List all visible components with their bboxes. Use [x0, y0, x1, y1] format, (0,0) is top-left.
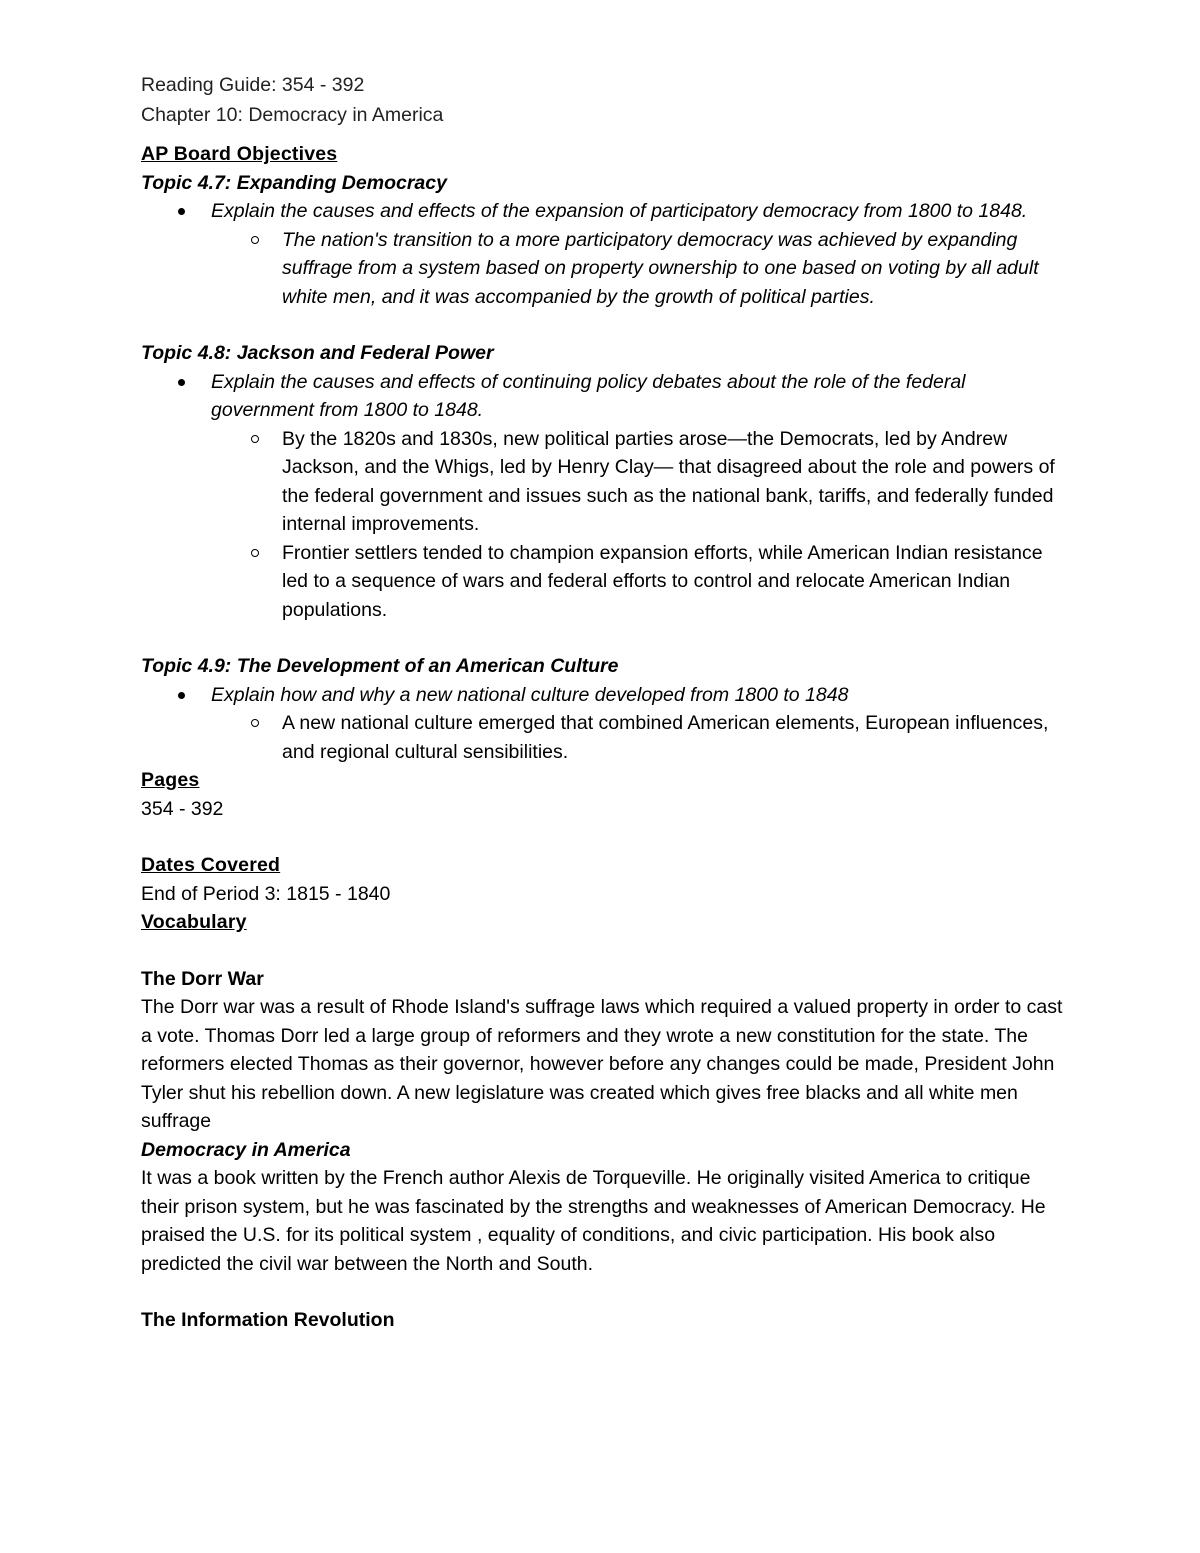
vocabulary-heading: Vocabulary — [141, 911, 247, 933]
topic-title: Topic 4.8: Jackson and Federal Power — [141, 342, 494, 364]
key-concept-item: Frontier settlers tended to champion expansion efforts, while American Indian resistance led to a sequence of wars and federal efforts to control and relocate American Indian populations. — [282, 539, 1071, 625]
topic-4-9 — [141, 652, 1071, 766]
spacer — [141, 823, 1071, 851]
key-concept-list — [211, 226, 1071, 312]
vocab-term-information-revolution: The Information Revolution — [141, 1309, 395, 1331]
reading-guide-line: Reading Guide: 354 - 392 — [141, 74, 365, 96]
pages-heading: Pages — [141, 769, 200, 791]
objective-list — [141, 197, 1071, 311]
dates-value: End of Period 3: 1815 - 1840 — [141, 882, 391, 905]
document-page — [141, 70, 1071, 1335]
pages-value: 354 - 392 — [141, 797, 224, 820]
key-concept-item: The nation's transition to a more participatory democracy was achieved by expanding suffrage from a system based on property ownership to one based on voting by all adult white men, and it was accompanied by the growth of political parties. — [282, 226, 1071, 312]
objective-list — [141, 368, 1071, 625]
spacer — [141, 1278, 1071, 1306]
dates-heading: Dates Covered — [141, 854, 281, 876]
topic-4-7 — [141, 169, 1071, 312]
key-concept-item: A new national culture emerged that combined American elements, European influences, and regional cultural sensibilities. — [282, 709, 1071, 766]
objective-text: Explain the causes and effects of the expansion of participatory democracy from 1800 to 1848. — [211, 200, 1028, 222]
objective-text: Explain how and why a new national culture developed from 1800 to 1848 — [211, 683, 849, 706]
objective-item — [211, 681, 1071, 767]
vocab-term-democracy-in-america: Democracy in America — [141, 1138, 351, 1161]
objectives-heading: AP Board Objectives — [141, 143, 338, 165]
topic-title: Topic 4.7: Expanding Democracy — [141, 171, 447, 194]
topic-title: Topic 4.9: The Development of an American Culture — [141, 655, 619, 677]
spacer — [141, 937, 1071, 965]
topic-4-8 — [141, 339, 1071, 624]
objective-list — [141, 681, 1071, 767]
objective-item — [211, 368, 1071, 625]
key-concept-list — [211, 709, 1071, 766]
key-concept-item: By the 1820s and 1830s, new political parties arose—the Democrats, led by Andrew Jackson, and the Whigs, led by Henry Clay— that disagreed about the role and powers of the federal government and issues such as the national bank, tariffs, and federally funded internal improvements. — [282, 425, 1071, 539]
objective-item — [211, 197, 1071, 311]
objective-text: Explain the causes and effects of continuing policy debates about the role of the federal government from 1800 to 1848. — [211, 370, 966, 421]
chapter-title: Chapter 10: Democracy in America — [141, 104, 444, 126]
vocab-definition: The Dorr war was a result of Rhode Island's suffrage laws which required a valued property in order to cast a vote. Thomas Dorr led a large group of reformers and they wrote a new constitution for the state. The reformers elected Thomas as their governor, however before any changes could be made, President John Tyler shut his rebellion down. A new legislature was created which gives free blacks and all white men suffrage — [141, 996, 1063, 1132]
vocab-term-dorr-war: The Dorr War — [141, 967, 264, 990]
vocab-definition: It was a book written by the French author Alexis de Torqueville. He originally visited America to critique their prison system, but he was fascinated by the strengths and weaknesses of American Democracy. He praised the U.S. for its political system , equality of conditions, and civic participation. His book also predicted the civil war between the North and South. — [141, 1167, 1046, 1275]
key-concept-list — [211, 425, 1071, 625]
